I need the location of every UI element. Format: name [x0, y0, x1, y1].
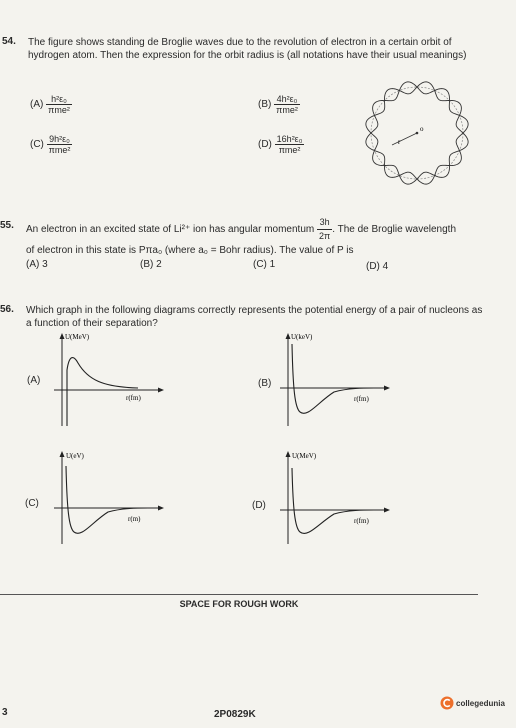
x-axis-arrow [158, 388, 164, 393]
q54-option-c[interactable] [30, 134, 72, 155]
q54-text: The figure shows standing de Broglie waves due to the revolution of electron in a certain orbit of hydrogen atom. Then the expression for the orbit radius is (all notations have their usual meanings) [28, 37, 467, 61]
potential-curve [66, 466, 148, 533]
rough-work-divider [0, 594, 478, 595]
option-label: (A) [30, 99, 44, 111]
option-fraction: $\frac{\text{9h²ε₀}}{\text{πme²}}$ [48, 134, 71, 155]
x-axis-label: r(fm) [126, 394, 141, 402]
y-axis-arrow [286, 451, 291, 457]
q56-graph-c[interactable] [48, 448, 168, 548]
y-axis-label: U(MeV) [292, 452, 317, 460]
brand-name: collegedunia [456, 698, 505, 708]
q54-option-d[interactable] [258, 134, 304, 155]
x-axis-arrow [384, 508, 390, 513]
option-fraction: $\frac{\text{4h²ε₀}}{\text{πme²}}$ [276, 94, 298, 115]
q55-number: 55. [0, 220, 14, 231]
q56-graph-d[interactable] [274, 448, 394, 548]
q56-text: Which graph in the following diagrams correctly represents the potential energy of a pair of nucleons as a function of their separation? [26, 305, 483, 329]
y-axis-arrow [60, 451, 65, 457]
q56-graph-a[interactable] [48, 330, 168, 430]
q56-option-b-label[interactable]: (B) [258, 378, 272, 389]
brand-icon [440, 696, 454, 710]
y-axis-arrow [60, 333, 65, 339]
q56-option-a-label[interactable]: (A) [27, 375, 41, 386]
paper-code: 2P0829K [214, 709, 256, 720]
center-point [416, 132, 419, 135]
option-label: (D) [258, 139, 272, 151]
q56-option-c-label[interactable]: (C) [25, 498, 39, 509]
page-number: 3 [2, 707, 8, 718]
x-axis-label: r(fm) [354, 517, 369, 525]
x-axis-label: r(fm) [354, 395, 369, 403]
q55-fraction: $\frac{3h}{2\pi}$ [319, 217, 331, 241]
q55-text-line1: An electron in an excited state of Li²⁺ ion has angular momentum $\frac{3h}{2\pi}$ . The de Broglie wavelength [26, 217, 457, 241]
rough-work-label: SPACE FOR ROUGH WORK [179, 599, 299, 609]
y-axis-arrow [286, 333, 291, 339]
x-axis-arrow [158, 506, 164, 511]
brand-logo [440, 696, 505, 710]
q56-number: 56. [0, 304, 14, 315]
option-label: (B) [258, 99, 272, 111]
x-axis-label: r(m) [128, 515, 141, 523]
x-axis-arrow [384, 386, 390, 391]
option-label: (C) [30, 139, 44, 151]
option-fraction: $\frac{\text{16h²ε₀}}{\text{πme²}}$ [276, 134, 303, 155]
q55-option-b[interactable]: (B) 2 [140, 259, 162, 270]
y-axis-label: U(keV) [291, 333, 313, 341]
y-axis-label: U(MeV) [65, 333, 90, 341]
q55-option-c[interactable]: (C) 1 [253, 259, 276, 270]
radius-label: r [398, 138, 401, 146]
q55-option-a[interactable]: (A) 3 [26, 259, 48, 270]
center-label: o [420, 125, 424, 133]
q54-number: 54. [2, 36, 16, 47]
q56-graph-b[interactable] [274, 330, 394, 430]
option-fraction: $\frac{\text{h²ε₀}}{\text{πme²}}$ [48, 94, 70, 115]
q54-option-b[interactable] [258, 94, 300, 115]
q54-option-a[interactable] [30, 94, 72, 115]
q56-option-d-label[interactable]: (D) [252, 500, 266, 511]
q55-text-line2: of electron in this state is Pπa₀ (where a₀ = Bohr radius). The value of P is [26, 245, 354, 256]
standing-wave-figure [358, 74, 476, 192]
potential-curve [67, 358, 138, 426]
q55-option-d[interactable]: (D) 4 [366, 261, 389, 272]
radius-line [392, 133, 417, 145]
y-axis-label: U(eV) [66, 452, 84, 460]
